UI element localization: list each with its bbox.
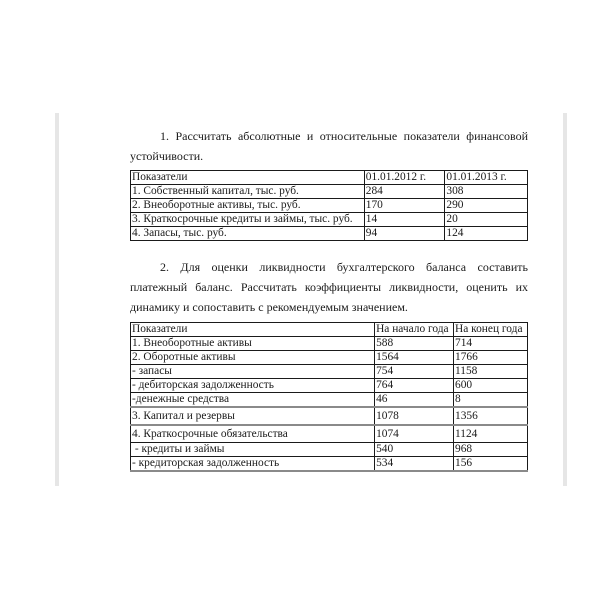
task2-line-2: платежный баланс. Рассчитать коэффициенты ликвидности, оценить их <box>130 280 528 294</box>
row-value: 46 <box>375 393 454 408</box>
row-value: 284 <box>364 185 445 199</box>
task1-paragraph <box>130 126 528 166</box>
table-row <box>131 185 528 199</box>
row-label: 3. Капитал и резервы <box>131 407 375 425</box>
table-row <box>131 365 528 379</box>
row-label: 2. Внеоборотные активы, тыс. руб. <box>131 199 365 213</box>
row-value: 1356 <box>454 407 528 425</box>
table-row <box>131 227 528 241</box>
header-cell: На конец года <box>454 323 528 337</box>
table-header-row <box>131 323 528 337</box>
row-label: - кредиторская задолженность <box>131 457 375 472</box>
row-value: 714 <box>454 337 528 351</box>
row-label: 1. Собственный капитал, тыс. руб. <box>131 185 365 199</box>
row-value: 968 <box>454 443 528 457</box>
row-label: - дебиторская задолженность <box>131 379 375 393</box>
table-row <box>131 351 528 365</box>
row-label: - кредиты и займы <box>131 443 375 457</box>
row-value: 94 <box>364 227 445 241</box>
task1-line-2: устойчивости. <box>130 149 204 163</box>
row-value: 8 <box>454 393 528 408</box>
task2-line-1: 2. Для оценки ликвидности бухгалтерского баланса составить <box>160 260 528 274</box>
header-cell: 01.01.2012 г. <box>364 171 445 185</box>
row-value: 534 <box>375 457 454 472</box>
row-label: 3. Краткосрочные кредиты и займы, тыс. руб. <box>131 213 365 227</box>
table-row <box>131 407 528 425</box>
task2-paragraph <box>130 257 528 317</box>
table-row <box>131 337 528 351</box>
row-value: 1158 <box>454 365 528 379</box>
row-value: 1078 <box>375 407 454 425</box>
row-value: 20 <box>445 213 528 227</box>
table-row <box>131 457 528 472</box>
table-header-row <box>131 171 528 185</box>
row-value: 1074 <box>375 425 454 443</box>
header-cell: Показатели <box>131 323 375 337</box>
row-value: 290 <box>445 199 528 213</box>
row-value: 600 <box>454 379 528 393</box>
table-row <box>131 425 528 443</box>
page-left-edge <box>55 113 59 486</box>
row-value: 170 <box>364 199 445 213</box>
header-cell: 01.01.2013 г. <box>445 171 528 185</box>
row-label: 1. Внеоборотные активы <box>131 337 375 351</box>
table-row <box>131 393 528 408</box>
task1-line-1: 1. Рассчитать абсолютные и относительные показатели финансовой <box>160 129 528 143</box>
row-value: 588 <box>375 337 454 351</box>
row-label: 2. Оборотные активы <box>131 351 375 365</box>
table-row <box>131 379 528 393</box>
row-value: 754 <box>375 365 454 379</box>
row-label: 4. Краткосрочные обязательства <box>131 425 375 443</box>
row-value: 764 <box>375 379 454 393</box>
row-label: 4. Запасы, тыс. руб. <box>131 227 365 241</box>
table-row <box>131 443 528 457</box>
row-value: 308 <box>445 185 528 199</box>
task2-line-3: динамику и сопоставить с рекомендуемым значением. <box>130 300 408 314</box>
liquidity-balance-table <box>130 322 528 472</box>
table-row <box>131 199 528 213</box>
financial-stability-table <box>130 170 528 241</box>
header-cell: На начало года <box>375 323 454 337</box>
row-value: 156 <box>454 457 528 472</box>
row-value: 1564 <box>375 351 454 365</box>
row-value: 124 <box>445 227 528 241</box>
row-value: 1124 <box>454 425 528 443</box>
table-row <box>131 213 528 227</box>
row-value: 14 <box>364 213 445 227</box>
page-right-edge <box>563 113 567 486</box>
row-value: 540 <box>375 443 454 457</box>
row-value: 1766 <box>454 351 528 365</box>
header-cell: Показатели <box>131 171 365 185</box>
row-label: -денежные средства <box>131 393 375 408</box>
row-label: - запасы <box>131 365 375 379</box>
